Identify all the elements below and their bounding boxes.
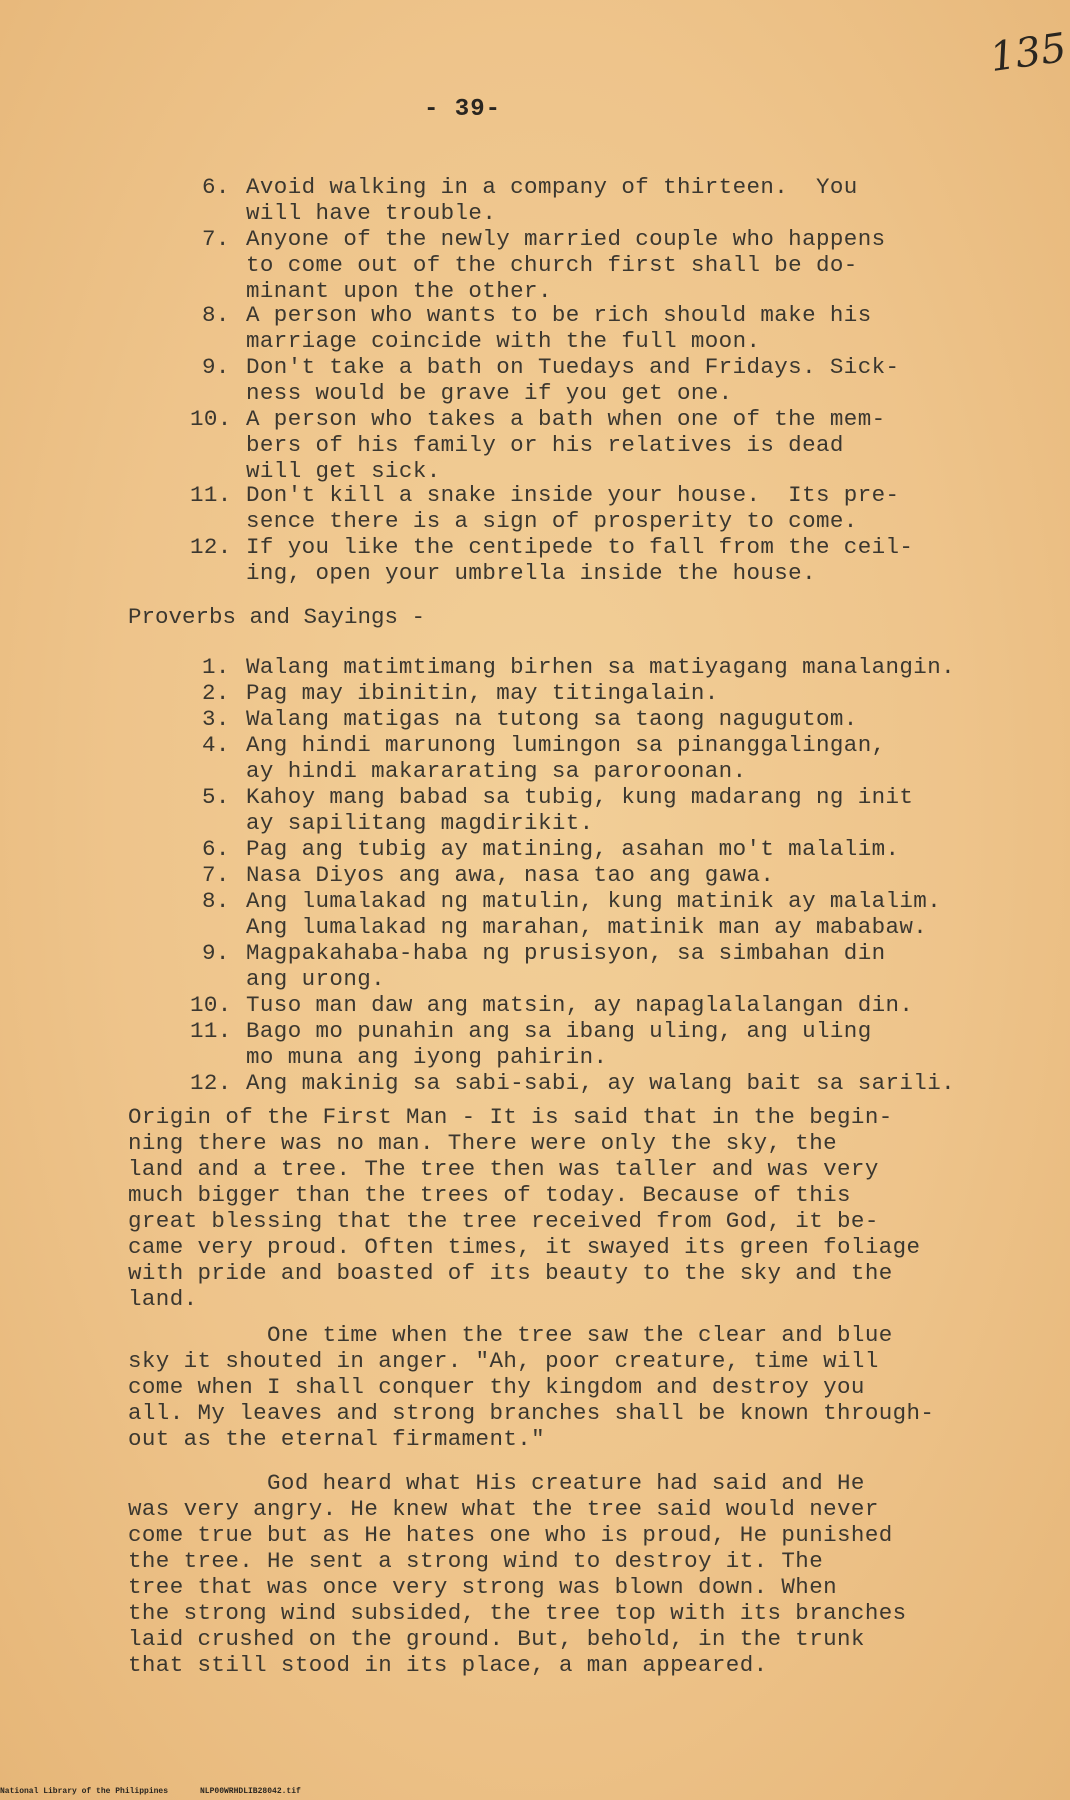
list-item-text: Bago mo punahin ang sa ibang uling, ang uling (246, 1018, 872, 1044)
paragraph-line: One time when the tree saw the clear and blue (128, 1322, 893, 1348)
list-item-number: 7. (202, 226, 230, 252)
list-item-number: 10. (190, 406, 232, 432)
list-item-text: Anyone of the newly married couple who happens (246, 226, 886, 252)
paragraph-line: land. (128, 1286, 198, 1312)
list-item-text: Walang matigas na tutong sa taong nagugutom. (246, 706, 858, 732)
list-item-text: Walang matimtimang birhen sa matiyagang manalangin. (246, 654, 956, 680)
list-item-number: 1. (202, 654, 230, 680)
paragraph-line: God heard what His creature had said and He (128, 1470, 865, 1496)
footer-library-name: National Library of the Philippines (0, 1787, 169, 1796)
list-item-number: 9. (202, 940, 230, 966)
list-item-text: mo muna ang iyong pahirin. (246, 1044, 608, 1070)
list-item-number: 2. (202, 680, 230, 706)
list-item-number: 4. (202, 732, 230, 758)
list-item-text: marriage coincide with the full moon. (246, 328, 761, 354)
list-item-text: Tuso man daw ang matsin, ay napaglalalangan din. (246, 992, 914, 1018)
paragraph-line: was very angry. He knew what the tree said would never (128, 1496, 879, 1522)
list-item-text: Ang lumalakad ng matulin, kung matinik ay malalim. (246, 888, 942, 914)
list-item-number: 8. (202, 302, 230, 328)
paragraph-line: ning there was no man. There were only the sky, the (128, 1130, 838, 1156)
list-item-text: Pag may ibinitin, may titingalain. (246, 680, 719, 706)
list-item-text: Magpakahaba-haba ng prusisyon, sa simbahan din (246, 940, 886, 966)
list-item-number: 8. (202, 888, 230, 914)
list-item-text: Nasa Diyos ang awa, nasa tao ang gawa. (246, 862, 775, 888)
paragraph-line: all. My leaves and strong branches shall be known through- (128, 1400, 935, 1426)
proverbs-heading: Proverbs and Sayings - (128, 604, 426, 630)
list-item-number: 5. (202, 784, 230, 810)
list-item-text: Don't take a bath on Tuedays and Fridays. Sick- (246, 354, 900, 380)
list-item-text: A person who wants to be rich should make his (246, 302, 872, 328)
paragraph-line: that still stood in its place, a man appeared. (128, 1652, 768, 1678)
list-item-text: bers of his family or his relatives is dead (246, 432, 844, 458)
paragraph-line: land and a tree. The tree then was taller and was very (128, 1156, 879, 1182)
list-item-number: 9. (202, 354, 230, 380)
list-item-number: 12. (190, 534, 232, 560)
list-item-text: ang urong. (246, 966, 386, 992)
paragraph-line: with pride and boasted of its beauty to the sky and the (128, 1260, 893, 1286)
list-item-text: Avoid walking in a company of thirteen. You (246, 174, 858, 200)
list-item-text: minant upon the other. (246, 278, 552, 304)
list-item-text: Pag ang tubig ay matining, asahan mo't malalim. (246, 836, 900, 862)
list-item-number: 12. (190, 1070, 232, 1096)
paragraph-line: laid crushed on the ground. But, behold, in the trunk (128, 1626, 865, 1652)
list-item-text: ing, open your umbrella inside the house. (246, 560, 816, 586)
list-item-text: A person who takes a bath when one of the mem- (246, 406, 886, 432)
paragraph-line: come when I shall conquer thy kingdom and destroy you (128, 1374, 865, 1400)
paragraph-line: come true but as He hates one who is proud, He punished (128, 1522, 893, 1548)
paragraph-line: came very proud. Often times, it swayed its green foliage (128, 1234, 921, 1260)
list-item-text: Kahoy mang babad sa tubig, kung madarang ng init (246, 784, 914, 810)
list-item-text: will get sick. (246, 458, 441, 484)
list-item-text: Don't kill a snake inside your house. Its pre- (246, 482, 900, 508)
list-item-text: ay hindi makararating sa paroroonan. (246, 758, 747, 784)
paragraph-line: sky it shouted in anger. "Ah, poor creature, time will (128, 1348, 879, 1374)
list-item-text: to come out of the church first shall be do- (246, 252, 858, 278)
handwritten-page-number: 135 (987, 24, 1070, 82)
list-item-text: will have trouble. (246, 200, 497, 226)
list-item-text: Ang lumalakad ng marahan, matinik man ay mababaw. (246, 914, 928, 940)
paragraph-line: much bigger than the trees of today. Because of this (128, 1182, 851, 1208)
list-item-text: ness would be grave if you get one. (246, 380, 733, 406)
list-item-text: If you like the centipede to fall from the ceil- (246, 534, 914, 560)
footer-file-name: NLP00WRHDLIB28042.tif (200, 1787, 301, 1796)
page-number: - 39- (424, 96, 502, 123)
list-item-number: 6. (202, 836, 230, 862)
paragraph-line: the strong wind subsided, the tree top with its branches (128, 1600, 907, 1626)
list-item-number: 10. (190, 992, 232, 1018)
paragraph-line: Origin of the First Man - It is said that in the begin- (128, 1104, 893, 1130)
list-item-number: 6. (202, 174, 230, 200)
paragraph-line: the tree. He sent a strong wind to destroy it. The (128, 1548, 824, 1574)
list-item-text: Ang makinig sa sabi-sabi, ay walang bait sa sarili. (246, 1070, 956, 1096)
paragraph-line: great blessing that the tree received from God, it be- (128, 1208, 879, 1234)
list-item-number: 7. (202, 862, 230, 888)
list-item-text: ay sapilitang magdirikit. (246, 810, 594, 836)
list-item-number: 11. (190, 482, 232, 508)
paragraph-line: out as the eternal firmament." (128, 1426, 546, 1452)
paragraph-line: tree that was once very strong was blown down. When (128, 1574, 838, 1600)
list-item-number: 3. (202, 706, 230, 732)
list-item-number: 11. (190, 1018, 232, 1044)
list-item-text: sence there is a sign of prosperity to come. (246, 508, 858, 534)
list-item-text: Ang hindi marunong lumingon sa pinanggalingan, (246, 732, 886, 758)
